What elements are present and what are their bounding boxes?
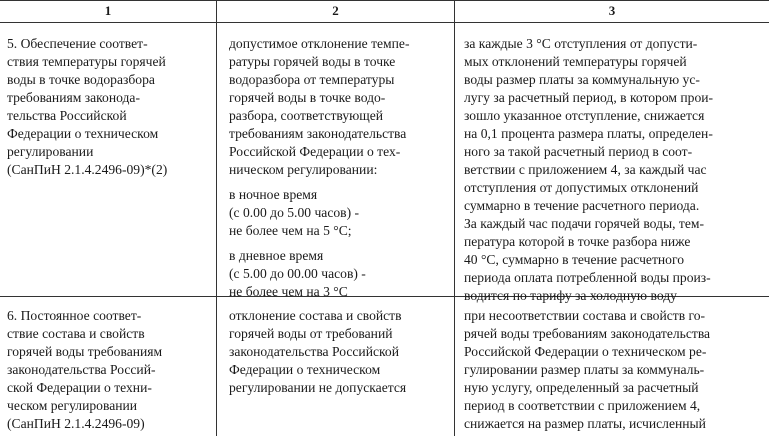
text-line: Российской Федерации о тех- (229, 144, 401, 159)
text-line: 40 °С, суммарно в течение расчетного (464, 252, 684, 267)
column-number-3: 3 (608, 3, 616, 18)
row-5-payment-rule (464, 35, 764, 305)
text-line: в ночное время (229, 187, 318, 202)
text-line: регулировании не допускается (229, 380, 407, 395)
text-line: требованиям законодательства (229, 126, 407, 141)
text-line: ствия температуры горячей (7, 54, 166, 69)
text-line: Российской Федерации о техническом ре- (464, 344, 707, 359)
text-line: периода оплата потребленной воды произ- (464, 270, 711, 285)
column-divider-right (454, 0, 455, 436)
text-line: отступления от допустимых отклонений (464, 180, 699, 195)
text-line: 6. Постоянное соответ- (7, 308, 142, 323)
text-line: воды в точке водоразбора (7, 72, 155, 87)
row-5-tolerance (229, 35, 444, 301)
header-bottom-border (0, 22, 769, 23)
text-line: суммарно в течение расчетного периода. (464, 198, 700, 213)
text-line: отклонение состава и свойств (229, 308, 402, 323)
text-line: горячей воды требованиям (7, 344, 163, 359)
text-line: за каждые 3 °С отступления от допусти- (464, 36, 698, 51)
text-line: (с 0.00 до 5.00 часов) - (229, 205, 360, 220)
column-number-2: 2 (332, 3, 339, 18)
row-6-requirement (7, 307, 207, 433)
text-line: ской Федерации о техни- (7, 380, 152, 395)
text-line: не более чем на 5 °С; (229, 223, 352, 238)
text-line: водоразбора от температуры (229, 72, 395, 87)
text-line: при несоответствии состава и свойств го- (464, 308, 706, 323)
text-line: на 0,1 процента размера платы, определен- (464, 126, 713, 141)
text-line: горячей воды от требований (229, 326, 393, 341)
text-line: ческом регулировании (7, 398, 138, 413)
text-line: ного за такой расчетный период в соот- (464, 144, 693, 159)
text-line: период в соответствии с приложением 4, (464, 398, 701, 413)
text-line: Федерации о техническом (229, 362, 381, 377)
table-top-border (0, 0, 769, 1)
text-line: допустимое отклонение темпе- (229, 36, 410, 51)
text-line: горячей воды в точке водо- (229, 90, 386, 105)
text-line: разбора, соответствующей (229, 108, 384, 123)
text-line: в дневное время (229, 248, 324, 263)
text-line: рячей воды требованиям законодательства (464, 326, 711, 341)
text-line: гулировании размер платы за коммуналь- (464, 362, 705, 377)
text-line: водится по тарифу за холодную воду (464, 288, 677, 303)
text-line: регулировании (7, 144, 94, 159)
text-line: За каждый час подачи горячей воды, тем- (464, 216, 704, 231)
text-line: пература которой в точке разбора ниже (464, 234, 691, 249)
text-line: законодательства Российской (229, 344, 399, 359)
day-time-block (229, 247, 444, 301)
column-divider-left (216, 0, 217, 436)
text-line: тельства Российской (7, 108, 127, 123)
text-line: законодательства Россий- (7, 362, 156, 377)
text-line: ветствии с приложением 4, за каждый час (464, 162, 707, 177)
text-line: воды размер платы за коммунальную ус- (464, 72, 700, 87)
text-line: ническом регулировании: (229, 162, 378, 177)
text-line: (СанПиН 2.1.4.2496-09)*(2) (7, 162, 168, 177)
row-5-requirement (7, 35, 207, 179)
text-line: мых отклонений температуры горячей (464, 54, 687, 69)
text-line: зошло указанное отступление, снижается (464, 108, 705, 123)
text-line: Федерации о техническом (7, 126, 159, 141)
text-line: (с 5.00 до 00.00 часов) - (229, 266, 366, 281)
night-time-block (229, 186, 444, 240)
text-line: снижается на размер платы, исчисленный (464, 416, 706, 431)
text-line: ратуры горячей воды в точке (229, 54, 396, 69)
row-6-tolerance (229, 307, 444, 397)
text-line: не более чем на 3 °С (229, 284, 348, 299)
text-line: 5. Обеспечение соответ- (7, 36, 148, 51)
row-6-payment-rule (464, 307, 764, 433)
text-line: ствие состава и свойств (7, 326, 145, 341)
text-line: (СанПиН 2.1.4.2496-09) (7, 416, 145, 431)
text-line: лугу за расчетный период, в котором прои- (464, 90, 714, 105)
text-line: ную услугу, определенный за расчетный (464, 380, 699, 395)
column-number-1: 1 (104, 3, 112, 18)
text-line: требованиям законода- (7, 90, 140, 105)
